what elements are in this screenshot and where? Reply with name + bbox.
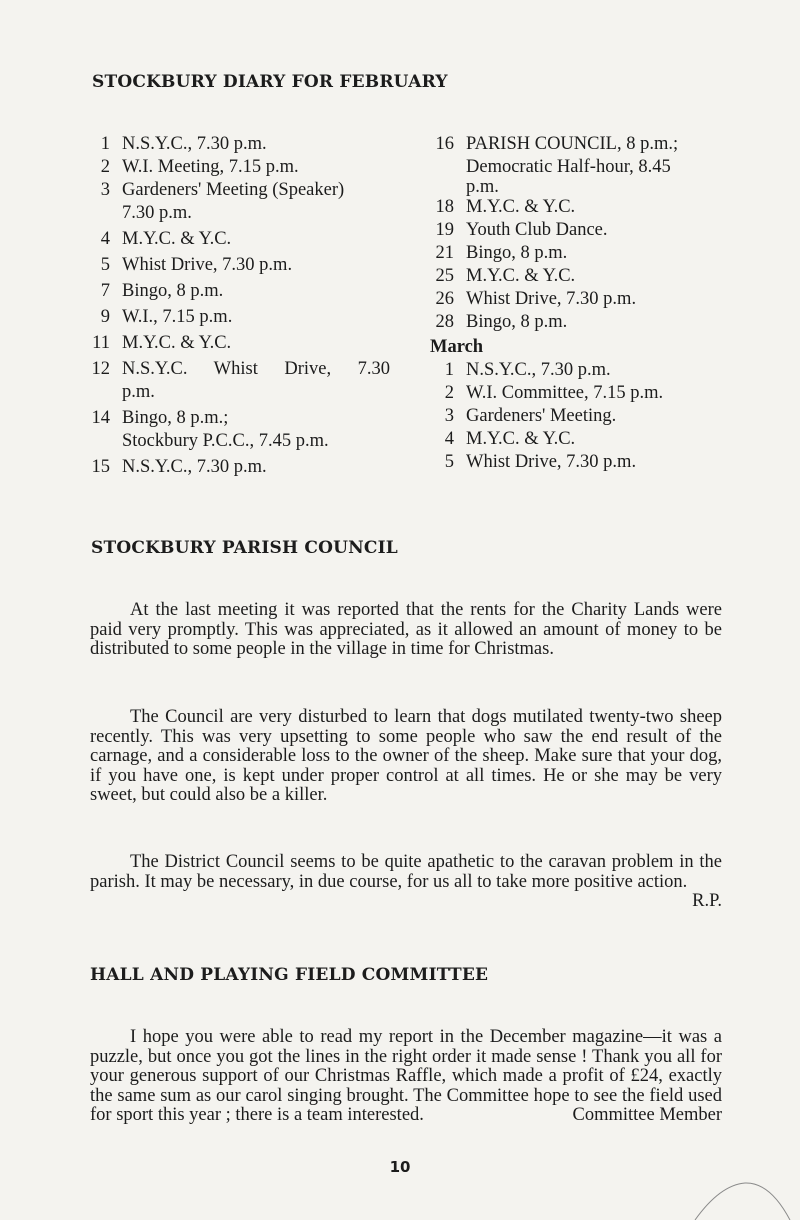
march-entry: 4 M.Y.C. & Y.C. <box>444 429 576 449</box>
parish-council-title: STOCKBURY PARISH COUNCIL <box>91 538 398 558</box>
diary-right-column <box>424 133 726 474</box>
page-corner-curve <box>690 1180 800 1220</box>
diary-left-column <box>80 133 390 479</box>
diary-entry: 14 Bingo, 8 p.m.; Stockbury P.C.C., 7.45 p.m. <box>91 408 329 451</box>
march-entry: 3 Gardeners' Meeting. <box>444 406 617 426</box>
march-label: March <box>430 337 484 357</box>
hall-committee-title: HALL AND PLAYING FIELD COMMITTEE <box>90 965 489 985</box>
hall-signature: Committee Member <box>572 1105 722 1125</box>
march-entry: 5 Whist Drive, 7.30 p.m. <box>444 452 637 472</box>
diary-entry: 15 N.S.Y.C., 7.30 p.m. <box>91 457 267 477</box>
hall-paragraph: I hope you were able to read my report in the December magazine—it was a puzzle, but once you got the lines in the right order it made sense ! Thank you all for your generous support of our Christmas Raffle, which made a profit of £24, exactly the same sum as our carol singing brought. The Committee hope to see the field used for sport this year ; there is a team interested. Committee Member <box>90 1027 722 1125</box>
diary-entry: 1 N.S.Y.C., 7.30 p.m. <box>100 134 267 154</box>
diary-entry: 28 Bingo, 8 p.m. <box>435 312 568 332</box>
parish-paragraph-3: The District Council seems to be quite apathetic to the caravan problem in the parish. It may be necessary, in due course, for us all to take more positive action. R.P. <box>90 852 722 911</box>
diary-entry: 3 Gardeners' Meeting (Speaker) 7.30 p.m. <box>100 180 345 223</box>
march-entry: 2 W.I. Committee, 7.15 p.m. <box>444 383 664 403</box>
diary-entry: 12 N.S.Y.C. Whist Drive, 7.30 p.m. <box>91 359 390 402</box>
diary-entry: 5 Whist Drive, 7.30 p.m. <box>100 255 293 275</box>
diary-entry: 18 M.Y.C. & Y.C. <box>435 197 576 217</box>
parish-paragraph-2: The Council are very disturbed to learn that dogs mutilated twenty-two sheep recently. This was very upsetting to some people who saw the end result of the carnage, and a considerable loss to the owner of the sheep. Make sure that your dog, if you have one, is kept under proper control at all times. He or she may be very sweet, but could also be a killer. <box>90 707 722 805</box>
page-number: 10 <box>389 1158 411 1176</box>
diary-entry: 25 M.Y.C. & Y.C. <box>435 266 576 286</box>
diary-entry: 16 PARISH COUNCIL, 8 p.m.; Democratic Half-hour, 8.45 p.m. <box>435 134 679 197</box>
march-entry: 1 N.S.Y.C., 7.30 p.m. <box>444 360 611 380</box>
diary-title: STOCKBURY DIARY FOR FEBRUARY <box>92 72 448 92</box>
diary-entry: 4 M.Y.C. & Y.C. <box>100 229 232 249</box>
diary-entry: 11 M.Y.C. & Y.C. <box>92 333 232 353</box>
diary-entry: 2 W.I. Meeting, 7.15 p.m. <box>100 157 299 177</box>
parish-signature: R.P. <box>692 891 722 911</box>
diary-entry: 9 W.I., 7.15 p.m. <box>100 307 233 327</box>
diary-entry: 19 Youth Club Dance. <box>435 220 608 240</box>
diary-entry: 21 Bingo, 8 p.m. <box>435 243 568 263</box>
diary-entry: 7 Bingo, 8 p.m. <box>100 281 224 301</box>
parish-paragraph-1: At the last meeting it was reported that the rents for the Charity Lands were paid very promptly. This was appreciated, as it allowed an amount of money to be distributed to some people in the village in time for Christmas. <box>90 600 722 659</box>
diary-entry: 26 Whist Drive, 7.30 p.m. <box>435 289 637 309</box>
